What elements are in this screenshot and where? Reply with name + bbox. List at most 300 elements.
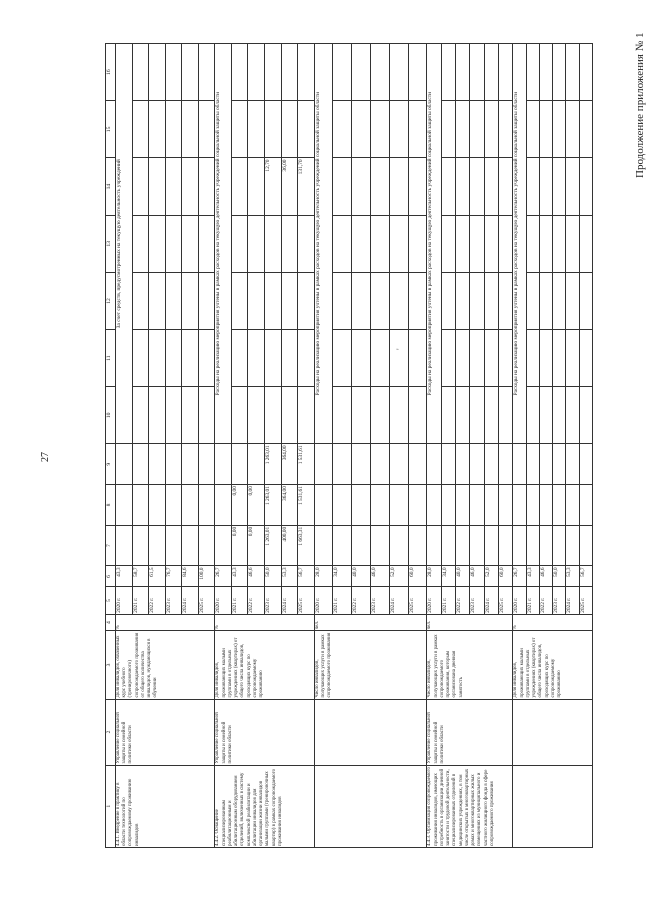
year-cell: 2025 г.: [579, 587, 592, 614]
value-cell: 43,3: [231, 566, 248, 587]
col12-cell: [470, 272, 484, 329]
col8-cell: [441, 485, 455, 526]
col10-cell: [298, 387, 315, 444]
col-num: 5: [106, 587, 116, 614]
col7-cell: 0,00: [248, 525, 265, 566]
year-cell: 2021 г.: [333, 587, 352, 614]
col10-cell: [248, 387, 265, 444]
col15-cell: [248, 101, 265, 158]
col12-cell: [566, 272, 579, 329]
value-cell: 58,7: [132, 566, 149, 587]
funding-note: За счет средств, предусмотренных на текущую деятельность учреждений: [115, 44, 132, 444]
year-cell: 2022 г.: [455, 587, 469, 614]
col9-cell: [333, 444, 352, 485]
col13-cell: [539, 215, 552, 272]
col7-cell: [470, 525, 484, 566]
col8-cell: 0,00: [248, 485, 265, 526]
value-cell: 50,0: [553, 566, 566, 587]
col14-cell: [370, 158, 389, 215]
col12-cell: [499, 272, 513, 329]
col8-cell: [352, 485, 371, 526]
unit: чел.: [314, 614, 427, 630]
col9-cell: [566, 444, 579, 485]
col12-cell: [182, 272, 199, 329]
value-cell: 43,3: [115, 566, 132, 587]
col10-cell: [553, 387, 566, 444]
col11-cell: [182, 330, 199, 387]
col12-cell: [265, 272, 282, 329]
col14-cell: [149, 158, 166, 215]
col9-cell: [408, 444, 427, 485]
col14-cell: [455, 158, 469, 215]
col14-cell: [333, 158, 352, 215]
col10-cell: [132, 387, 149, 444]
year-cell: 2024 г.: [566, 587, 579, 614]
col13-cell: [298, 215, 315, 272]
col9-cell: [248, 444, 265, 485]
year-cell: 2024 г.: [281, 587, 298, 614]
col15-cell: [132, 101, 149, 158]
col7-cell: [441, 525, 455, 566]
col15-cell: [526, 101, 539, 158]
col16-cell: [389, 44, 408, 101]
value-cell: 61,5: [149, 566, 166, 587]
col13-cell: [198, 215, 215, 272]
col15-cell: [281, 101, 298, 158]
year-cell: 2020 г.: [314, 587, 333, 614]
col13-cell: [149, 215, 166, 272]
col7-cell: [566, 525, 579, 566]
col13-cell: [441, 215, 455, 272]
col8-cell: [427, 485, 441, 526]
year-cell: 2022 г.: [539, 587, 552, 614]
col16-cell: [441, 44, 455, 101]
value-cell: 52,0: [389, 566, 408, 587]
value-cell: 43,3: [526, 566, 539, 587]
col13-cell: [281, 215, 298, 272]
col13-cell: [248, 215, 265, 272]
col9-cell: [215, 444, 232, 485]
col7-cell: [499, 525, 513, 566]
col15-cell: [298, 101, 315, 158]
col8-cell: [149, 485, 166, 526]
value-cell: 46,6: [248, 566, 265, 587]
col8-cell: [455, 485, 469, 526]
col13-cell: [484, 215, 498, 272]
value-cell: 26,7: [215, 566, 232, 587]
value-cell: 60,0: [408, 566, 427, 587]
col7-cell: [333, 525, 352, 566]
col16-cell: [539, 44, 552, 101]
col8-cell: [165, 485, 182, 526]
col8-cell: [408, 485, 427, 526]
col13-cell: [526, 215, 539, 272]
col8-cell: [553, 485, 566, 526]
col11-cell: [389, 330, 408, 387]
year-cell: 2023 г.: [553, 587, 566, 614]
col8-cell: [389, 485, 408, 526]
executor: Управление социальной защиты и семейной политики области: [427, 699, 513, 765]
col7-cell: 0,00: [231, 525, 248, 566]
col8-cell: [513, 485, 526, 526]
continuation-title: Продолжение приложения № 1: [634, 32, 646, 178]
col-num: 7: [106, 525, 116, 566]
col16-cell: [132, 44, 149, 101]
col7-cell: [314, 525, 333, 566]
funding-note: Расходы на реализацию мероприятия учтены в рамках расходов на текущую деятельность учреждений социальной защиты области: [513, 44, 526, 444]
col14-cell: [526, 158, 539, 215]
col15-cell: [566, 101, 579, 158]
col8-cell: [470, 485, 484, 526]
value-cell: 53,3: [566, 566, 579, 587]
col15-cell: [484, 101, 498, 158]
col11-cell: [408, 330, 427, 387]
col9-cell: [314, 444, 333, 485]
col16-cell: [455, 44, 469, 101]
col13-cell: [352, 215, 371, 272]
value-cell: 46,0: [370, 566, 389, 587]
col9-cell: [427, 444, 441, 485]
col8-cell: 0,00: [231, 485, 248, 526]
col15-cell: [389, 101, 408, 158]
col11-cell: [539, 330, 552, 387]
col7-cell: [182, 525, 199, 566]
col15-cell: [352, 101, 371, 158]
col-num: 8: [106, 485, 116, 526]
col7-cell: 1 263,01: [265, 525, 282, 566]
value-cell: 40,0: [455, 566, 469, 587]
col14-cell: [165, 158, 182, 215]
value-cell: 40,0: [352, 566, 371, 587]
col15-cell: [579, 101, 592, 158]
col16-cell: [298, 44, 315, 101]
col14-cell: [553, 158, 566, 215]
col-num: 14: [106, 158, 116, 215]
col12-cell: [553, 272, 566, 329]
col15-cell: [231, 101, 248, 158]
year-cell: 2023 г.: [470, 587, 484, 614]
col9-cell: [499, 444, 513, 485]
col10-cell: [281, 387, 298, 444]
col15-cell: [265, 101, 282, 158]
col13-cell: [553, 215, 566, 272]
col13-cell: [566, 215, 579, 272]
col13-cell: [579, 215, 592, 272]
col14-cell: [441, 158, 455, 215]
col8-cell: [526, 485, 539, 526]
col13-cell: [370, 215, 389, 272]
indicator: Доля инвалидов, проживающих малыми группами в отдельных учреждениях (квартирах) от общего числа инвалидов, проходящих курс по сопровождаемому проживанию: [215, 631, 314, 699]
col11-cell: [281, 330, 298, 387]
table-row: [427, 44, 441, 848]
col-num: 10: [106, 387, 116, 444]
col8-cell: 364,00: [281, 485, 298, 526]
col10-cell: [499, 387, 513, 444]
col15-cell: [149, 101, 166, 158]
col11-cell: [566, 330, 579, 387]
year-cell: 2025 г.: [408, 587, 427, 614]
col7-cell: [579, 525, 592, 566]
indicator: Доля инвалидов, охваченных курс учебного (тренировочного) сопровождаемого проживания от общего количества инвалидов, нуждающихся в обучении: [115, 631, 214, 699]
measure-name: 4.4.3. Организация сопровождаемого проживания инвалидов, имеющих потребность в организации дневной занятости и трудовой деятельности, специализированных отделений в медицинских учреждениях, в том числе открытых в многоквартирных домах и многоквартирных жилых помещениях из муниципального и частного жилищного фонда в сфере сопровождаемого проживания: [427, 765, 513, 847]
value-cell: 50,0: [265, 566, 282, 587]
col8-cell: [182, 485, 199, 526]
col13-cell: [455, 215, 469, 272]
col11-cell: [470, 330, 484, 387]
col10-cell: [333, 387, 352, 444]
col13-cell: [132, 215, 149, 272]
col16-cell: [149, 44, 166, 101]
funding-note: Расходы на реализацию мероприятия учтены в рамках расходов на текущую деятельность учреждений социальной защиты области: [427, 44, 441, 444]
year-cell: 2023 г.: [370, 587, 389, 614]
executor: Управление социальной защиты и семейной политики области: [215, 699, 314, 765]
col16-cell: [566, 44, 579, 101]
funding-note: Расходы на реализацию мероприятия учтены в рамках расходов на текущую деятельность учреждений социальной защиты области: [314, 44, 333, 444]
col14-cell: [484, 158, 498, 215]
col12-cell: [198, 272, 215, 329]
table-row: [314, 44, 333, 848]
col13-cell: [499, 215, 513, 272]
col7-cell: [513, 525, 526, 566]
col-num: 12: [106, 272, 116, 329]
col9-cell: [352, 444, 371, 485]
value-cell: 34,0: [333, 566, 352, 587]
col15-cell: [499, 101, 513, 158]
col16-cell: [579, 44, 592, 101]
col11-cell: [248, 330, 265, 387]
col13-cell: [265, 215, 282, 272]
col11-cell: [198, 330, 215, 387]
col10-cell: [165, 387, 182, 444]
col16-cell: [553, 44, 566, 101]
col12-cell: [370, 272, 389, 329]
col16-cell: [526, 44, 539, 101]
year-cell: 2025 г.: [499, 587, 513, 614]
col13-cell: [470, 215, 484, 272]
col15-cell: [182, 101, 199, 158]
col10-cell: [231, 387, 248, 444]
col14-cell: [198, 158, 215, 215]
measure-name: 4.4.1. Внедрение в практику в области технологий по сопровождаемому проживанию инвалидов: [115, 765, 214, 847]
col11-cell: [333, 330, 352, 387]
col9-cell: [455, 444, 469, 485]
value-cell: 53,3: [281, 566, 298, 587]
col12-cell: [484, 272, 498, 329]
col-num: 16: [106, 44, 116, 101]
col11-cell: [265, 330, 282, 387]
col12-cell: [526, 272, 539, 329]
col9-cell: 364,00: [281, 444, 298, 485]
col16-cell: [182, 44, 199, 101]
col10-cell: [370, 387, 389, 444]
col14-cell: [408, 158, 427, 215]
col10-cell: [265, 387, 282, 444]
value-cell: 34,0: [441, 566, 455, 587]
col16-cell: [470, 44, 484, 101]
col10-cell: [352, 387, 371, 444]
col16-cell: [333, 44, 352, 101]
col8-cell: [499, 485, 513, 526]
col14-cell: 12,70: [265, 158, 282, 215]
col11-cell: [352, 330, 371, 387]
col16-cell: [265, 44, 282, 101]
col14-cell: [132, 158, 149, 215]
col9-cell: [198, 444, 215, 485]
col13-cell: [389, 215, 408, 272]
col11-cell: [298, 330, 315, 387]
col9-cell: [231, 444, 248, 485]
col9-cell: [484, 444, 498, 485]
value-cell: 26,7: [513, 566, 526, 587]
col15-cell: [553, 101, 566, 158]
year-cell: 2020 г.: [513, 587, 526, 614]
col9-cell: 1 263,01: [265, 444, 282, 485]
col-num: 11: [106, 330, 116, 387]
col8-cell: [215, 485, 232, 526]
unit: %: [115, 614, 214, 630]
col10-cell: [408, 387, 427, 444]
year-cell: 2024 г.: [182, 587, 199, 614]
year-cell: 2022 г.: [352, 587, 371, 614]
executor: Управление социальной защиты и семейной политики области: [115, 699, 214, 765]
col12-cell: [248, 272, 265, 329]
col14-cell: [182, 158, 199, 215]
col7-cell: [198, 525, 215, 566]
col10-cell: [441, 387, 455, 444]
col10-cell: [455, 387, 469, 444]
col16-cell: [231, 44, 248, 101]
col16-cell: [408, 44, 427, 101]
col7-cell: [352, 525, 371, 566]
col16-cell: [499, 44, 513, 101]
col7-cell: [115, 525, 132, 566]
col8-cell: [579, 485, 592, 526]
col12-cell: [455, 272, 469, 329]
year-cell: 2020 г.: [115, 587, 132, 614]
col10-cell: [470, 387, 484, 444]
col11-cell: [553, 330, 566, 387]
col-num: 4: [106, 614, 116, 630]
col15-cell: [370, 101, 389, 158]
col11-cell: [526, 330, 539, 387]
col7-cell: [553, 525, 566, 566]
table-row: [215, 44, 232, 848]
unit: %: [513, 614, 593, 630]
col14-cell: [231, 158, 248, 215]
year-cell: 2021 г.: [526, 587, 539, 614]
col7-cell: [526, 525, 539, 566]
col11-cell: [231, 330, 248, 387]
measure-name: [314, 765, 427, 847]
col8-cell: [132, 485, 149, 526]
value-cell: 100,0: [198, 566, 215, 587]
col7-cell: [455, 525, 469, 566]
col10-cell: [149, 387, 166, 444]
col-num: 1: [106, 765, 116, 847]
col12-cell: [408, 272, 427, 329]
col11-cell: [484, 330, 498, 387]
col-num: 6: [106, 566, 116, 587]
value-cell: 84,6: [182, 566, 199, 587]
col14-cell: 131,70: [298, 158, 315, 215]
col9-cell: [579, 444, 592, 485]
col15-cell: [441, 101, 455, 158]
col11-cell: [455, 330, 469, 387]
col12-cell: [165, 272, 182, 329]
col14-cell: 36,00: [281, 158, 298, 215]
col12-cell: [149, 272, 166, 329]
col15-cell: [198, 101, 215, 158]
col15-cell: [470, 101, 484, 158]
col13-cell: [333, 215, 352, 272]
col16-cell: [484, 44, 498, 101]
funding-note: Расходы на реализацию мероприятия учтены в рамках расходов на текущую деятельность учреждений социальной защиты области: [215, 44, 232, 444]
col10-cell: [539, 387, 552, 444]
col7-cell: [165, 525, 182, 566]
col9-cell: [182, 444, 199, 485]
year-cell: 2021 г.: [231, 587, 248, 614]
col10-cell: [182, 387, 199, 444]
col16-cell: [165, 44, 182, 101]
col11-cell: [370, 330, 389, 387]
appendix-table-rotated: [105, 43, 593, 848]
measure-name: [513, 765, 593, 847]
col8-cell: [115, 485, 132, 526]
indicator: Число инвалидов, получающих услуги в рамках сопровождаемого проживания, которым организована дневная занятость: [427, 631, 513, 699]
col8-cell: 1 263,01: [265, 485, 282, 526]
page-number: 27: [40, 452, 51, 462]
col9-cell: [441, 444, 455, 485]
col9-cell: [389, 444, 408, 485]
value-cell: 76,7: [165, 566, 182, 587]
col7-cell: [132, 525, 149, 566]
col15-cell: [408, 101, 427, 158]
col-num: 13: [106, 215, 116, 272]
col10-cell: [198, 387, 215, 444]
col8-cell: 1 531,61: [298, 485, 315, 526]
col15-cell: [539, 101, 552, 158]
col7-cell: [370, 525, 389, 566]
col12-cell: [333, 272, 352, 329]
col14-cell: [470, 158, 484, 215]
year-cell: 2025 г.: [198, 587, 215, 614]
col-num: 9: [106, 444, 116, 485]
col7-cell: [539, 525, 552, 566]
col8-cell: [370, 485, 389, 526]
col12-cell: [352, 272, 371, 329]
col10-cell: [579, 387, 592, 444]
column-number-row: [106, 44, 116, 848]
col14-cell: [389, 158, 408, 215]
col11-cell: [149, 330, 166, 387]
col15-cell: [165, 101, 182, 158]
col7-cell: 400,00: [281, 525, 298, 566]
col10-cell: [484, 387, 498, 444]
col7-cell: 1 663,31: [298, 525, 315, 566]
col12-cell: [231, 272, 248, 329]
col8-cell: [314, 485, 333, 526]
value-cell: 46,0: [470, 566, 484, 587]
col16-cell: [248, 44, 265, 101]
col16-cell: [198, 44, 215, 101]
col12-cell: [539, 272, 552, 329]
col14-cell: [248, 158, 265, 215]
col7-cell: [389, 525, 408, 566]
col14-cell: [352, 158, 371, 215]
table-row: [115, 44, 132, 848]
col13-cell: [408, 215, 427, 272]
value-cell: 46,6: [539, 566, 552, 587]
